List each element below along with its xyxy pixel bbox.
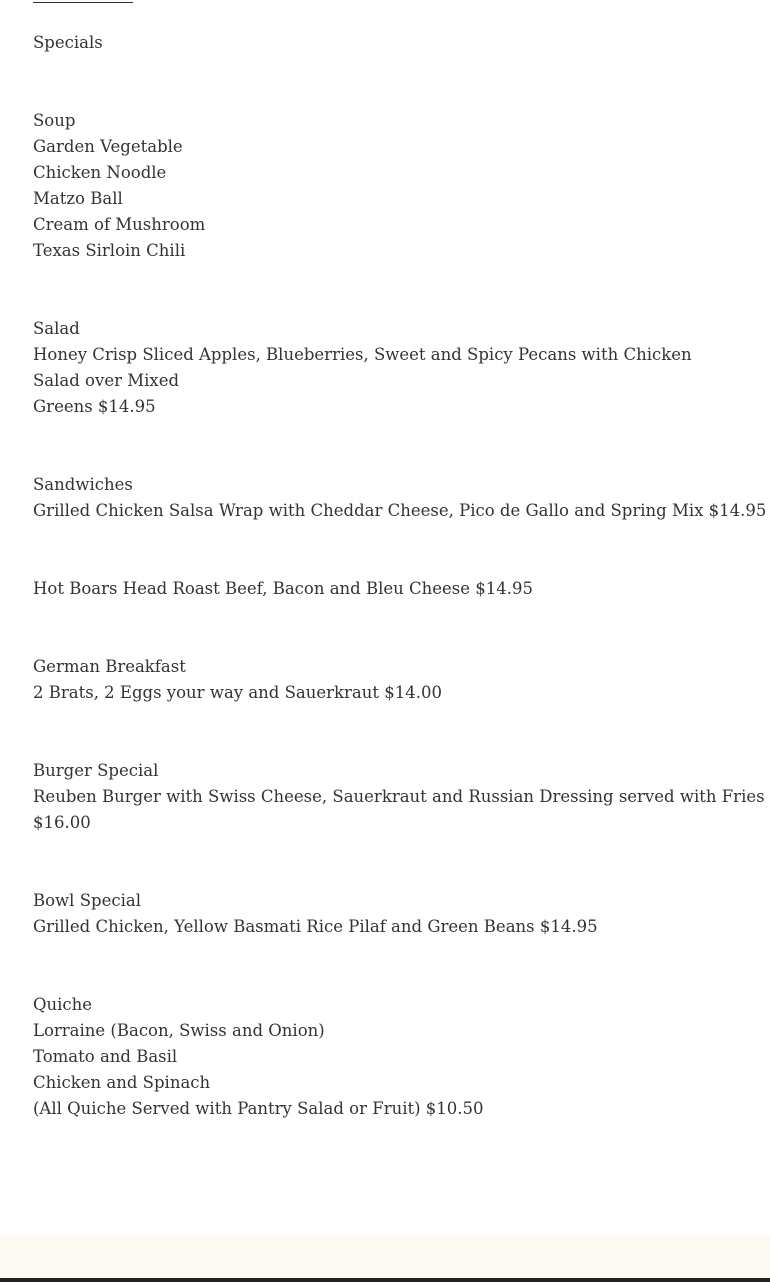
salad-description: Honey Crisp Sliced Apples, Blueberries, Sweet and Spicy Pecans with Chicken Salad over Mixed bbox=[33, 345, 692, 390]
spacer bbox=[33, 56, 738, 82]
german-breakfast-section bbox=[33, 654, 738, 706]
quiche-item: Lorraine (Bacon, Swiss and Onion) bbox=[33, 1021, 325, 1040]
spacer bbox=[33, 446, 738, 472]
soup-title: Soup bbox=[33, 111, 76, 130]
bowl-special-title: Bowl Special bbox=[33, 891, 141, 910]
spacer bbox=[33, 290, 738, 316]
salad-title: Salad bbox=[33, 319, 80, 338]
burger-special-price: $16.00 bbox=[33, 813, 91, 832]
spacer bbox=[33, 966, 738, 992]
sandwich-item: Hot Boars Head Roast Beef, Bacon and Bleu Cheese $14.95 bbox=[33, 579, 534, 598]
spacer bbox=[33, 82, 738, 108]
soup-item: Cream of Mushroom bbox=[33, 215, 206, 234]
top-divider bbox=[33, 2, 133, 3]
spacer bbox=[33, 524, 738, 550]
burger-special-section bbox=[33, 758, 765, 836]
spacer bbox=[33, 836, 738, 862]
quiche-item: Chicken and Spinach bbox=[33, 1073, 211, 1092]
soup-section bbox=[33, 108, 738, 264]
spacer bbox=[33, 732, 738, 758]
spacer bbox=[33, 550, 738, 576]
soup-item: Matzo Ball bbox=[33, 189, 123, 208]
spacer bbox=[33, 706, 738, 732]
spacer bbox=[33, 420, 738, 446]
burger-special-title: Burger Special bbox=[33, 761, 159, 780]
sandwich-item: Grilled Chicken Salsa Wrap with Cheddar Cheese, Pico de Gallo and Spring Mix $14.95 bbox=[33, 501, 767, 520]
spacer bbox=[33, 628, 738, 654]
spacer bbox=[33, 264, 738, 290]
spacer bbox=[33, 940, 738, 966]
page-heading: Specials bbox=[33, 33, 103, 52]
soup-item: Chicken Noodle bbox=[33, 163, 167, 182]
spacer bbox=[33, 602, 738, 628]
soup-item: Texas Sirloin Chili bbox=[33, 241, 186, 260]
salad-description-cont: Greens $14.95 bbox=[33, 397, 156, 416]
specials-menu bbox=[33, 30, 767, 1122]
quiche-section bbox=[33, 992, 738, 1122]
spacer bbox=[33, 862, 738, 888]
german-breakfast-title: German Breakfast bbox=[33, 657, 186, 676]
german-breakfast-description: 2 Brats, 2 Eggs your way and Sauerkraut $14.00 bbox=[33, 683, 442, 702]
quiche-item: Tomato and Basil bbox=[33, 1047, 178, 1066]
footer-divider bbox=[0, 1278, 770, 1282]
footer-band bbox=[0, 1236, 770, 1278]
bowl-special-description: Grilled Chicken, Yellow Basmati Rice Pilaf and Green Beans $14.95 bbox=[33, 917, 598, 936]
soup-item: Garden Vegetable bbox=[33, 137, 183, 156]
sandwiches-section bbox=[33, 472, 767, 602]
salad-section bbox=[33, 316, 738, 420]
quiche-title: Quiche bbox=[33, 995, 93, 1014]
bowl-special-section bbox=[33, 888, 738, 940]
quiche-note: (All Quiche Served with Pantry Salad or Fruit) $10.50 bbox=[33, 1099, 484, 1118]
sandwiches-title: Sandwiches bbox=[33, 475, 133, 494]
burger-special-description: Reuben Burger with Swiss Cheese, Sauerkraut and Russian Dressing served with Fries bbox=[33, 787, 765, 806]
